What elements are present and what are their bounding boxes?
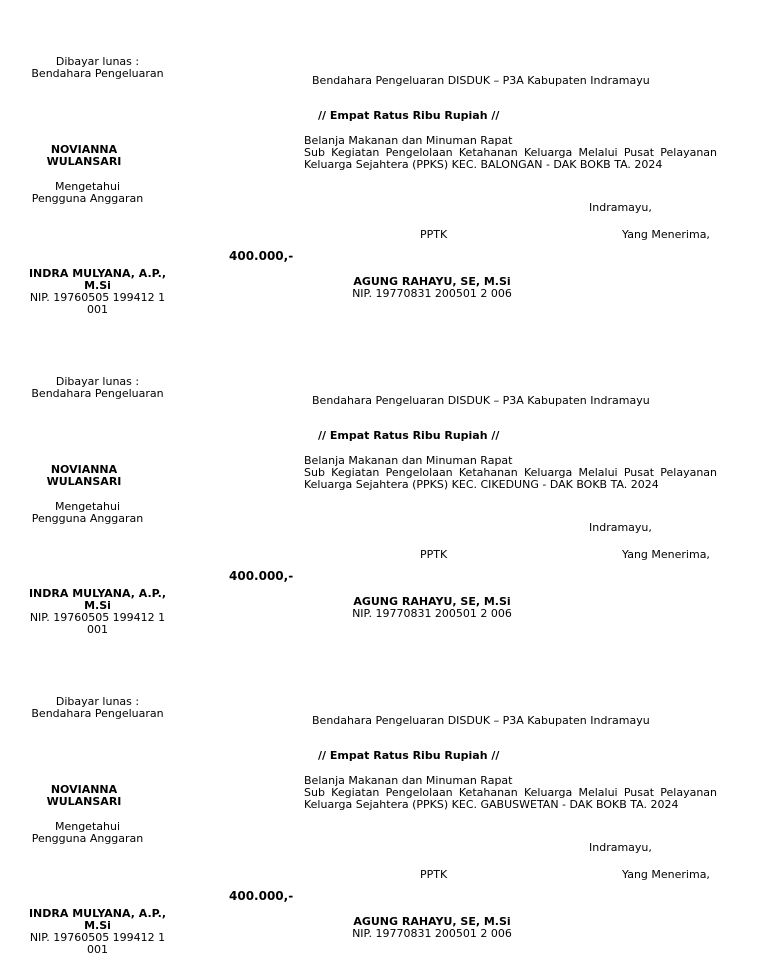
user-name: INDRA MULYANA, A.P., M.Si <box>28 267 167 292</box>
known-block <box>20 501 155 525</box>
pptk-label: PPTK <box>420 868 448 881</box>
subactivity: Sub Kegiatan Pengelolaan Ketahanan Keluarga Melalui Pusat Pelayanan Keluarga Sejahtera (PPKS) KEC. BALONGAN - DAK BOKB TA. 2024 <box>304 146 717 171</box>
subactivity: Sub Kegiatan Pengelolaan Ketahanan Keluarga Melalui Pusat Pelayanan Keluarga Sejahtera (PPKS) KEC. CIKEDUNG - DAK BOKB TA. 2024 <box>304 466 717 491</box>
receipt-2 <box>0 320 768 636</box>
place-date: Indramayu, <box>589 201 652 214</box>
place-date: Indramayu, <box>589 841 652 854</box>
purpose: Belanja Makanan dan Minuman Rapat <box>304 454 513 467</box>
receipt-1 <box>0 0 768 316</box>
receiver-label: Yang Menerima, <box>622 868 710 881</box>
paid-label: Dibayar lunas : <box>55 695 140 708</box>
paid-label: Dibayar lunas : <box>55 375 140 388</box>
known-label: Mengetahui <box>54 500 121 513</box>
paid-role: Bendahara Pengeluaran <box>31 387 164 400</box>
pptk-signature-block <box>336 596 528 632</box>
pptk-nip: NIP. 19770831 200501 2 006 <box>352 928 512 940</box>
known-block <box>20 821 155 845</box>
user-name: INDRA MULYANA, A.P., M.Si <box>28 907 167 932</box>
amount: 400.000,- <box>229 569 294 583</box>
purpose-block <box>304 775 717 811</box>
receipt-3 <box>0 640 768 956</box>
paid-role: Bendahara Pengeluaran <box>31 707 164 720</box>
known-label: Mengetahui <box>54 820 121 833</box>
amount-words: // Empat Ratus Ribu Rupiah // <box>318 429 500 442</box>
user-nip: NIP. 19760505 199412 1 001 <box>29 931 166 956</box>
known-role: Pengguna Anggaran <box>31 512 144 525</box>
pptk-name: AGUNG RAHAYU, SE, M.Si <box>353 915 511 928</box>
pptk-label: PPTK <box>420 548 448 561</box>
purpose-block <box>304 135 717 171</box>
payer: Bendahara Pengeluaran DISDUK – P3A Kabupaten Indramayu <box>312 714 650 727</box>
treasurer-name: NOVIANNA WULANSARI <box>46 463 122 488</box>
subactivity: Sub Kegiatan Pengelolaan Ketahanan Keluarga Melalui Pusat Pelayanan Keluarga Sejahtera (PPKS) KEC. GABUSWETAN - DAK BOKB TA. 2024 <box>304 786 717 811</box>
user-name: INDRA MULYANA, A.P., M.Si <box>28 587 167 612</box>
user-nip: NIP. 19760505 199412 1 001 <box>29 611 166 636</box>
pptk-name: AGUNG RAHAYU, SE, M.Si <box>353 275 511 288</box>
known-role: Pengguna Anggaran <box>31 832 144 845</box>
amount-words: // Empat Ratus Ribu Rupiah // <box>318 109 500 122</box>
treasurer-name: NOVIANNA WULANSARI <box>46 143 122 168</box>
pptk-signature-block <box>336 916 528 952</box>
known-label: Mengetahui <box>54 180 121 193</box>
amount: 400.000,- <box>229 889 294 903</box>
user-nip: NIP. 19760505 199412 1 001 <box>29 291 166 316</box>
payer: Bendahara Pengeluaran DISDUK – P3A Kabupaten Indramayu <box>312 394 650 407</box>
paid-block <box>20 376 175 400</box>
purpose: Belanja Makanan dan Minuman Rapat <box>304 134 513 147</box>
pptk-name: AGUNG RAHAYU, SE, M.Si <box>353 595 511 608</box>
treasurer-name: NOVIANNA WULANSARI <box>46 783 122 808</box>
pptk-nip: NIP. 19770831 200501 2 006 <box>352 608 512 620</box>
paid-block <box>20 696 175 720</box>
known-block <box>20 181 155 205</box>
receiver-label: Yang Menerima, <box>622 548 710 561</box>
payer: Bendahara Pengeluaran DISDUK – P3A Kabupaten Indramayu <box>312 74 650 87</box>
pptk-nip: NIP. 19770831 200501 2 006 <box>352 288 512 300</box>
receiver-label: Yang Menerima, <box>622 228 710 241</box>
paid-role: Bendahara Pengeluaran <box>31 67 164 80</box>
paid-block <box>20 56 175 80</box>
purpose: Belanja Makanan dan Minuman Rapat <box>304 774 513 787</box>
purpose-block <box>304 455 717 491</box>
user-signature-block <box>20 588 175 636</box>
place-date: Indramayu, <box>589 521 652 534</box>
user-signature-block <box>20 268 175 316</box>
pptk-signature-block <box>336 276 528 312</box>
amount: 400.000,- <box>229 249 294 263</box>
user-signature-block <box>20 908 175 956</box>
amount-words: // Empat Ratus Ribu Rupiah // <box>318 749 500 762</box>
paid-label: Dibayar lunas : <box>55 55 140 68</box>
known-role: Pengguna Anggaran <box>31 192 144 205</box>
pptk-label: PPTK <box>420 228 448 241</box>
